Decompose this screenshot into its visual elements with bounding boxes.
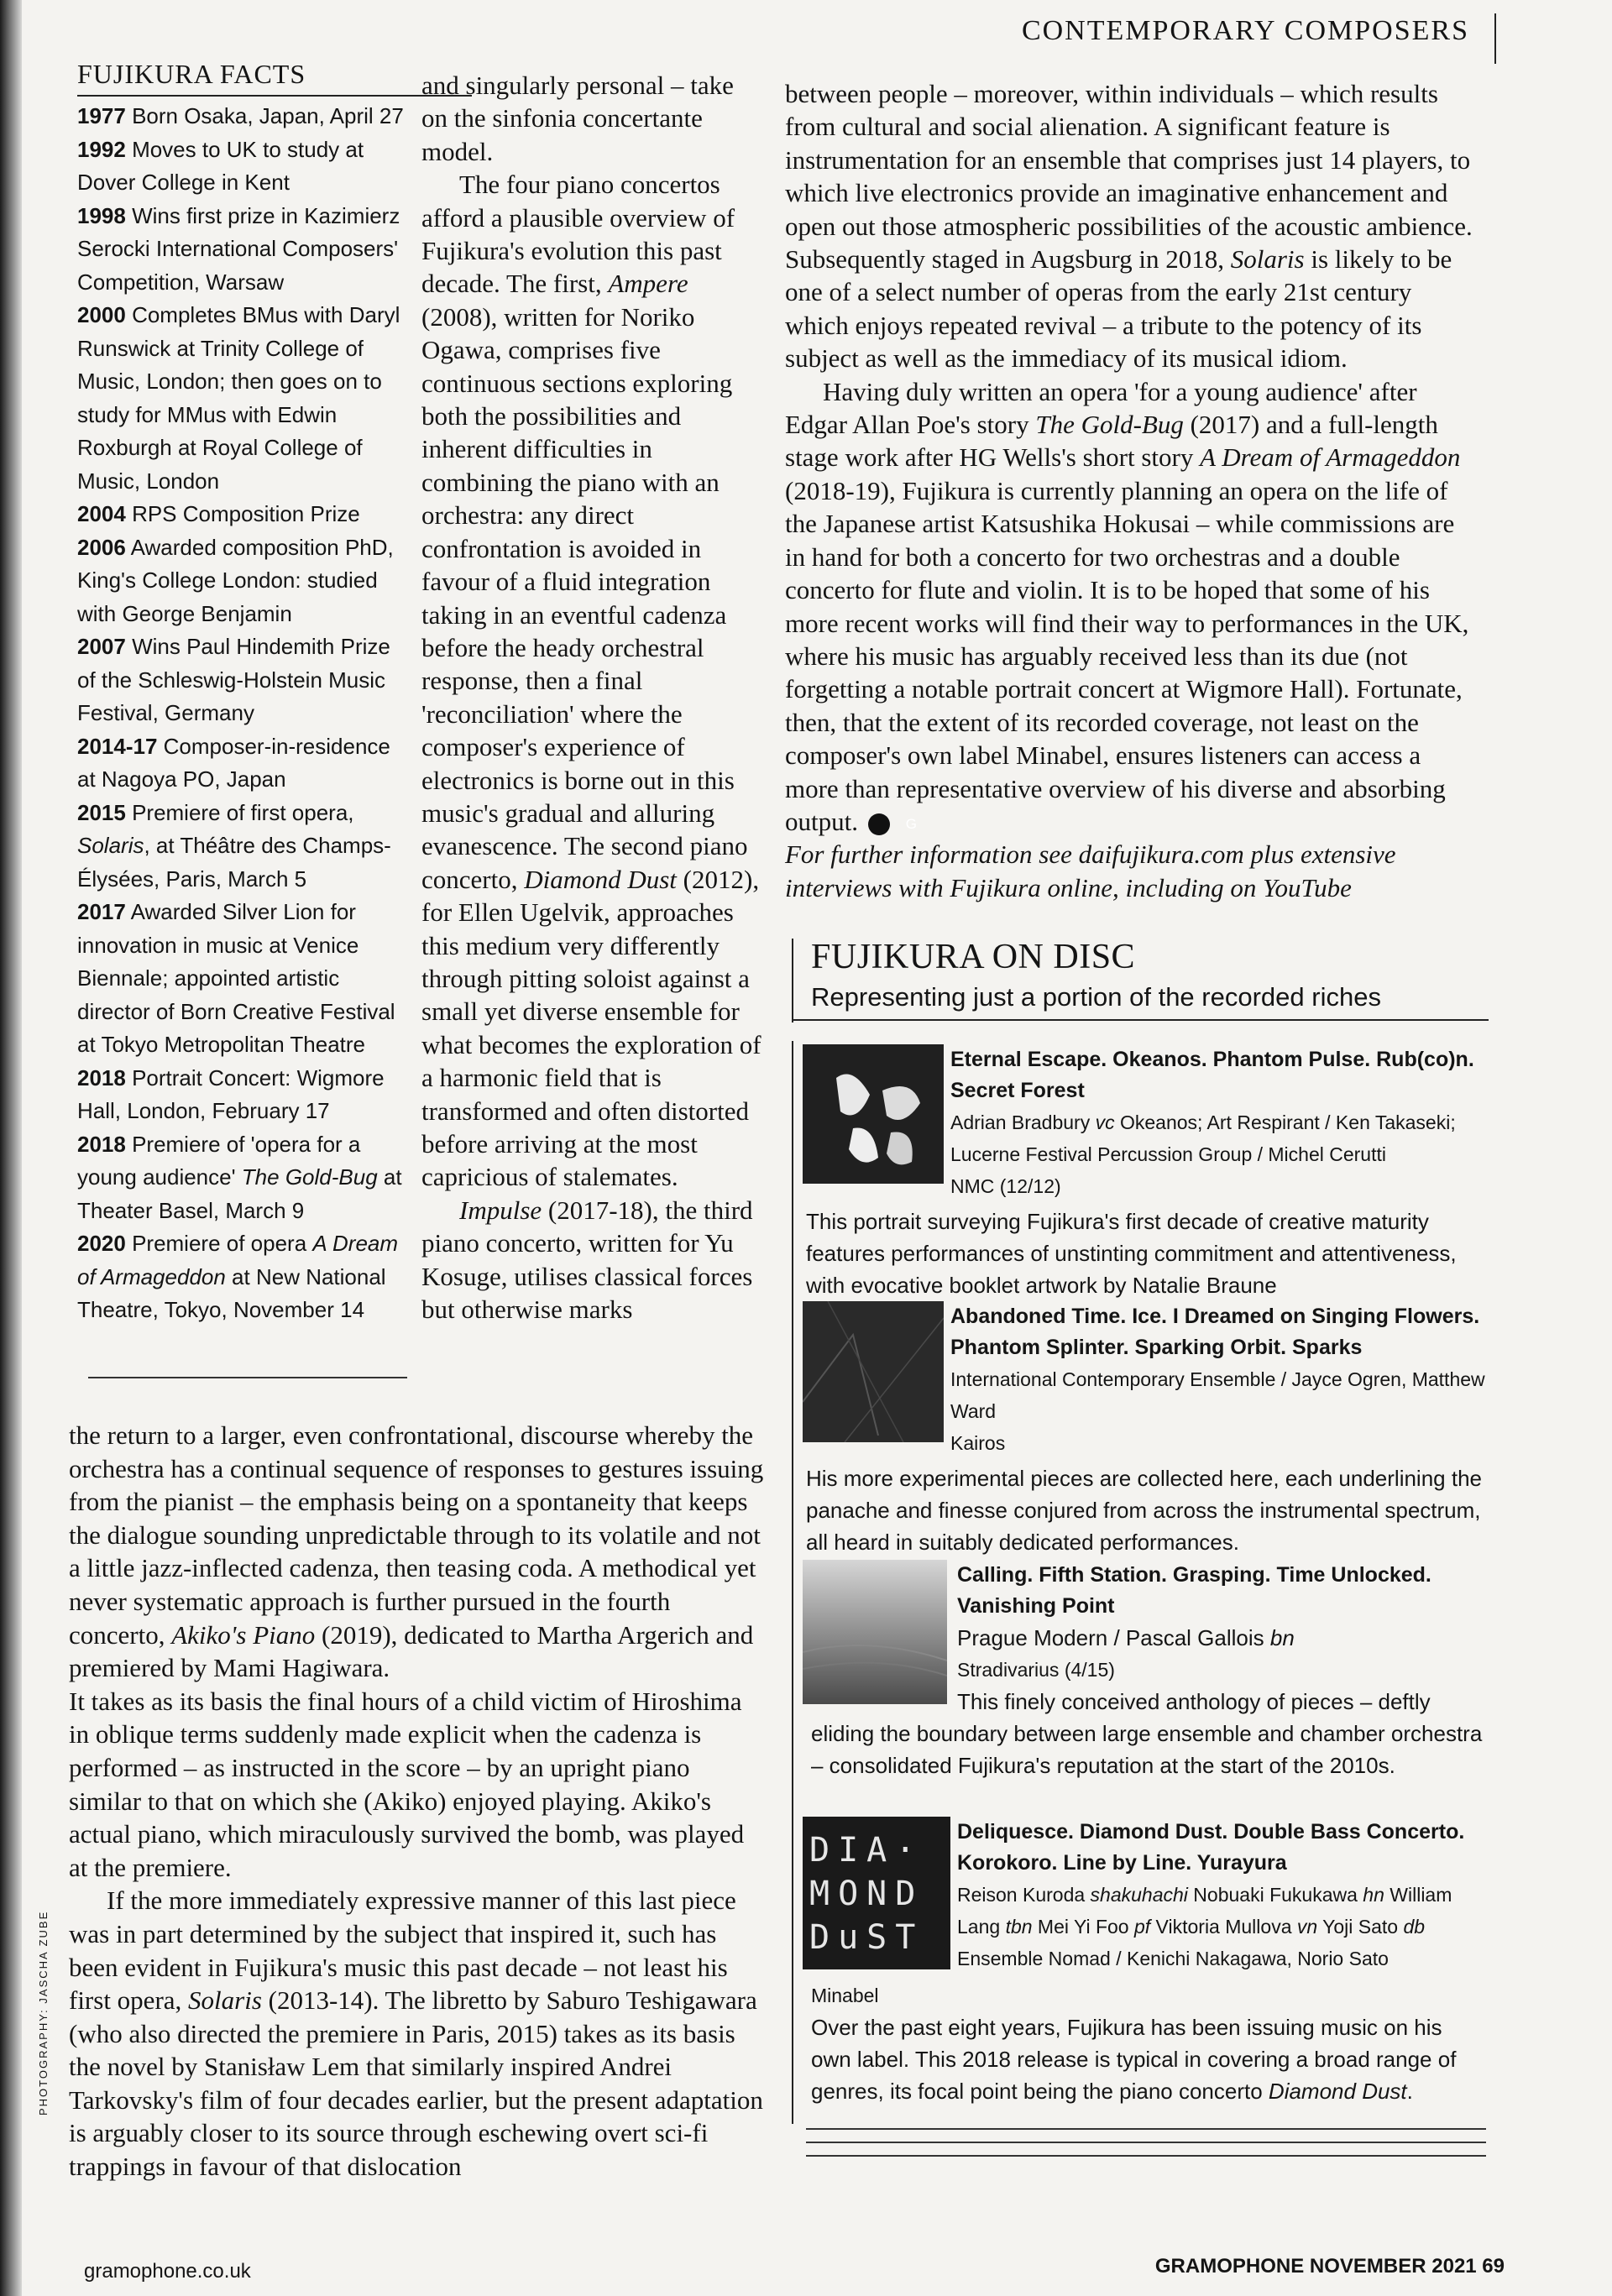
fact-year: 2017 [77, 899, 126, 924]
disc-subtitle-rule [792, 1019, 1489, 1021]
record-2 [950, 1301, 1488, 1459]
record-2-review [806, 1462, 1486, 1558]
album-cover-diamond-dust [803, 1817, 950, 1969]
page-spine-shadow [0, 0, 22, 2296]
record-4 [957, 1817, 1486, 1974]
facts-title: FUJIKURA FACTS [77, 59, 306, 89]
body-column-2 [421, 69, 762, 1326]
further-info: For further information see daifujikura.com plus extensive interviews with Fujikura online, including on YouTube [785, 839, 1396, 902]
cover-text: DIA· [809, 1831, 924, 1870]
fact-item: 1977 Born Osaka, Japan, April 27 [77, 103, 404, 128]
fact-year: 2006 [77, 534, 126, 560]
footer-folio: GRAMOPHONE NOVEMBER 2021 69 [1154, 2255, 1505, 2278]
album-cover-calling [803, 1560, 947, 1704]
fact-year: 2018 [77, 1131, 126, 1157]
paragraph: Impulse (2017-18), the third piano concerto, written for Yu Kosuge, utilises classical forces but otherwise marks [421, 1195, 753, 1325]
record-1-review [806, 1206, 1486, 1301]
fact-item: 2018 Portrait Concert: Wigmore Hall, London, February 17 [77, 1064, 385, 1123]
facts-box [77, 59, 413, 1327]
record-title: Eternal Escape. Okeanos. Phantom Pulse. Rub(co)n. Secret Forest [950, 1048, 1474, 1102]
fact-year: 2000 [77, 302, 126, 327]
paragraph: and singularly personal – take on the sinfonia concertante model. [421, 71, 734, 166]
paragraph: If the more immediately expressive manner of this last piece was in part determined by the subject that inspired it, such has been evident in Fujikura's music this past decade – not least his first opera, Solaris (2013-14). The libretto by Saburo Teshigawara (who also directed the premiere in Paris, 2015) takes as its basis the novel by Stanisław Lem that similarly inspired Andrei Tarkovsky's film of four decades earlier, but the present adaptation is arguably closer to its source through eschewing overt sci-fi trappings in favour of that dislocation [69, 1885, 763, 2182]
rule [806, 2128, 1486, 2130]
footer-website: gramophone.co.uk [84, 2260, 251, 2283]
album-cover-art [803, 1560, 947, 1704]
photo-credit: PHOTOGRAPHY: JASCHA ZUBE [37, 1910, 50, 2116]
running-head-rule [1494, 13, 1496, 64]
body-column-3 [785, 77, 1478, 904]
record-label: NMC (12/12) [950, 1175, 1061, 1197]
end-mark-icon: G [868, 813, 890, 835]
fact-year: 2014-17 [77, 733, 158, 759]
record-review: His more experimental pieces are collected here, each underlining the panache and finesse conjured from across the instrumental spectrum, all heard in suitably dedicated performances. [806, 1466, 1482, 1555]
cover-text: MOND [809, 1875, 924, 1913]
fact-item: 2018 Premiere of 'opera for a young audience' The Gold-Bug at Theater Basel, March 9 [77, 1131, 402, 1223]
record-review: This finely conceived anthology of pieces – deftly eliding the boundary between large ensemble and chamber orchestra – consolidated Fujikura's reputation at the start of the 2010s. [811, 1689, 1483, 1778]
fact-year: 2018 [77, 1064, 126, 1090]
disc-side-rule [792, 1041, 793, 2124]
album-cover-abandoned-time [803, 1301, 944, 1442]
work-title: Solaris [1230, 244, 1305, 275]
fact-item: 2014-17 Composer-in-residence at Nagoya PO, Japan [77, 733, 390, 792]
record-label: Stradivarius (4/15) [957, 1659, 1115, 1681]
fact-item: 2007 Wins Paul Hindemith Prize of the Schleswig-Holstein Music Festival, Germany [77, 634, 390, 725]
record-4-review [811, 1980, 1483, 2107]
fact-year: 1998 [77, 202, 126, 228]
rule [806, 2142, 1486, 2143]
work-title: Impulse [459, 1195, 542, 1225]
fact-year: 2007 [77, 634, 126, 659]
fact-item: 2004 RPS Composition Prize [77, 501, 360, 526]
work-title: A Dream of Armageddon [1200, 442, 1461, 473]
disc-subtitle: Representing just a portion of the recorded riches [811, 982, 1381, 1012]
fact-item: 2020 Premiere of opera A Dream of Armageddon at New National Theatre, Tokyo, November 14 [77, 1231, 399, 1322]
running-head: CONTEMPORARY COMPOSERS [1021, 15, 1469, 46]
paragraph: between people – moreover, within individuals – which results from cultural and social alienation. A significant feature is instrumentation for an ensemble that comprises just 14 players, to which live electronics provide an imaginative enhancement and open out those atmospheric possibilities of the acoustic ambience. Subsequently staged in Augsburg in 2018, Solaris is likely to be one of a select number of operas from the early 21st century which enjoys repeated revival – a tribute to the potency of its subject as well as the immediacy of its musical idiom. [785, 79, 1473, 374]
record-performers: Adrian Bradbury vc Okeanos; Art Respirant / Ken Takaseki; Lucerne Festival Percussion Group / Michel Cerutti [950, 1111, 1456, 1165]
record-review: This portrait surveying Fujikura's first decade of creative maturity features performances of unstinting commitment and attentiveness, with evocative booklet artwork by Natalie Braune [806, 1209, 1457, 1298]
fact-year: 2020 [77, 1231, 126, 1256]
disc-bottom-rules [806, 2128, 1486, 2168]
facts-list [77, 100, 413, 1327]
cover-text: DuST [809, 1918, 924, 1957]
record-1 [950, 1044, 1488, 1202]
fact-item: 2006 Awarded composition PhD, King's College London: studied with George Benjamin [77, 534, 394, 626]
paragraph: the return to a larger, even confrontational, discourse whereby the orchestra has a continual sequence of responses to gestures issuing from the pianist – the emphasis being on a spontaneity that keeps the dialogue sounding unpredictable through to its volatile and not a little jazz-inflected cadenza, then teasing coda. A methodical yet never systematic approach is further pursued in the fourth concerto, Akiko's Piano (2019), dedicated to Martha Argerich and premiered by Mami Hagiwara. [69, 1420, 764, 1683]
record-performers: International Contemporary Ensemble / Jayce Ogren, Matthew Ward [950, 1368, 1485, 1422]
work-title: Ampere [608, 269, 688, 299]
record-performers: Reison Kuroda shakuhachi Nobuaki Fukukawa hn William Lang tbn Mei Yi Foo pf Viktoria Mullova vn Yoji Sato db Ensemble Nomad / Kenichi Nakagawa, Norio Sato [957, 1884, 1452, 1969]
record-title: Abandoned Time. Ice. I Dreamed on Singing Flowers. Phantom Splinter. Sparking Orbit. Sparks [950, 1305, 1480, 1359]
record-title: Deliquesce. Diamond Dust. Double Bass Concerto. Korokoro. Line by Line. Yurayura [957, 1820, 1465, 1875]
paragraph: It takes as its basis the final hours of a child victim of Hiroshima in oblique terms suddenly made explicit when the cadenza is performed – as instructed in the score – by an upright piano similar to that on which she (Akiko) enjoyed playing. Akiko's actual piano, which miraculously survived the bomb, was played at the premiere. [69, 1686, 745, 1882]
fact-year: 1977 [77, 103, 126, 128]
disc-heading-rule [792, 939, 793, 1022]
fact-year: 2015 [77, 799, 126, 825]
record-3 [957, 1560, 1486, 1686]
record-performers: Prague Modern / Pascal Gallois bn [957, 1625, 1295, 1650]
work-title: Solaris [188, 1985, 262, 2016]
paragraph: The four piano concertos afford a plausible overview of Fujikura's evolution this past decade. The first, Ampere (2008), written for Noriko Ogawa, comprises five continuous sections exploring both the possibilities and inherent difficulties in combining the piano with an orchestra: any direct confrontation is avoided in favour of a fluid integration taking in an eventful cadenza before the heady orchestral response, then a final 'reconciliation' where the composer's experience of electronics is borne out in this music's gradual and alluring evanescence. The second piano concerto, Diamond Dust (2012), for Ellen Ugelvik, approaches this medium very differently through pitting soloist against a small yet diverse ensemble for what becomes the exploration of a harmonic field that is transformed and often distorted before arriving at the most capricious of stalemates. [421, 170, 762, 1192]
album-cover-art [803, 1044, 944, 1184]
facts-title-rule [77, 95, 472, 97]
facts-bottom-rule [88, 1377, 407, 1378]
record-title: Calling. Fifth Station. Grasping. Time Unlocked. Vanishing Point [957, 1563, 1431, 1618]
album-cover-eternal-escape [803, 1044, 944, 1184]
album-cover-art [803, 1301, 944, 1442]
record-label: Kairos [950, 1432, 1006, 1454]
fact-item: 2015 Premiere of first opera, Solaris, at Théâtre des Champs-Élysées, Paris, March 5 [77, 799, 391, 892]
work-title: Akiko's Piano [171, 1619, 316, 1650]
body-wide-block [69, 1419, 766, 2184]
record-3-review [811, 1686, 1483, 1781]
fact-item: 2017 Awarded Silver Lion for innovation in music at Venice Biennale; appointed artistic director of Born Creative Festival at Tokyo Metropolitan Theatre [77, 899, 395, 1057]
fact-item: 1992 Moves to UK to study at Dover College in Kent [77, 136, 364, 195]
fact-year: 2004 [77, 501, 126, 526]
record-review: Over the past eight years, Fujikura has been issuing music on his own label. This 2018 release is typical in covering a broad range of genres, its focal point being the piano concerto Diamond Dust. [811, 2015, 1457, 2104]
record-label: Minabel [811, 1985, 879, 2006]
fact-year: 1992 [77, 136, 126, 162]
work-title: The Gold-Bug [1035, 410, 1184, 440]
fact-item: 2000 Completes BMus with Daryl Runswick at Trinity College of Music, London; then goes on to study for MMus with Edwin Roxburgh at Royal College of Music, London [77, 302, 400, 494]
rule [806, 2155, 1486, 2157]
paragraph: Having duly written an opera 'for a young audience' after Edgar Allan Poe's story The Gold-Bug (2017) and a full-length stage work after HG Wells's short story A Dream of Armageddon (2018-19), Fujikura is currently planning an opera on the life of the Japanese artist Katsushika Hokusai – while commissions are in hand for both a concerto for two orchestras and a double concerto for flute and violin. It is to be hoped that some of his more recent works will find their way to performances in the UK, where his music has arguably received less than its due (not forgetting a notable portrait concert at Wigmore Hall). Fortunate, then, that the extent of its recorded coverage, not least on the composer's own label Minabel, ensures listeners can access a more than representative overview of his diverse and absorbing output. G [785, 376, 1469, 836]
work-title: Diamond Dust [524, 864, 677, 894]
fact-item: 1998 Wins first prize in Kazimierz Serocki International Composers' Competition, Warsaw [77, 202, 400, 295]
disc-title: FUJIKURA ON DISC [811, 938, 1136, 976]
